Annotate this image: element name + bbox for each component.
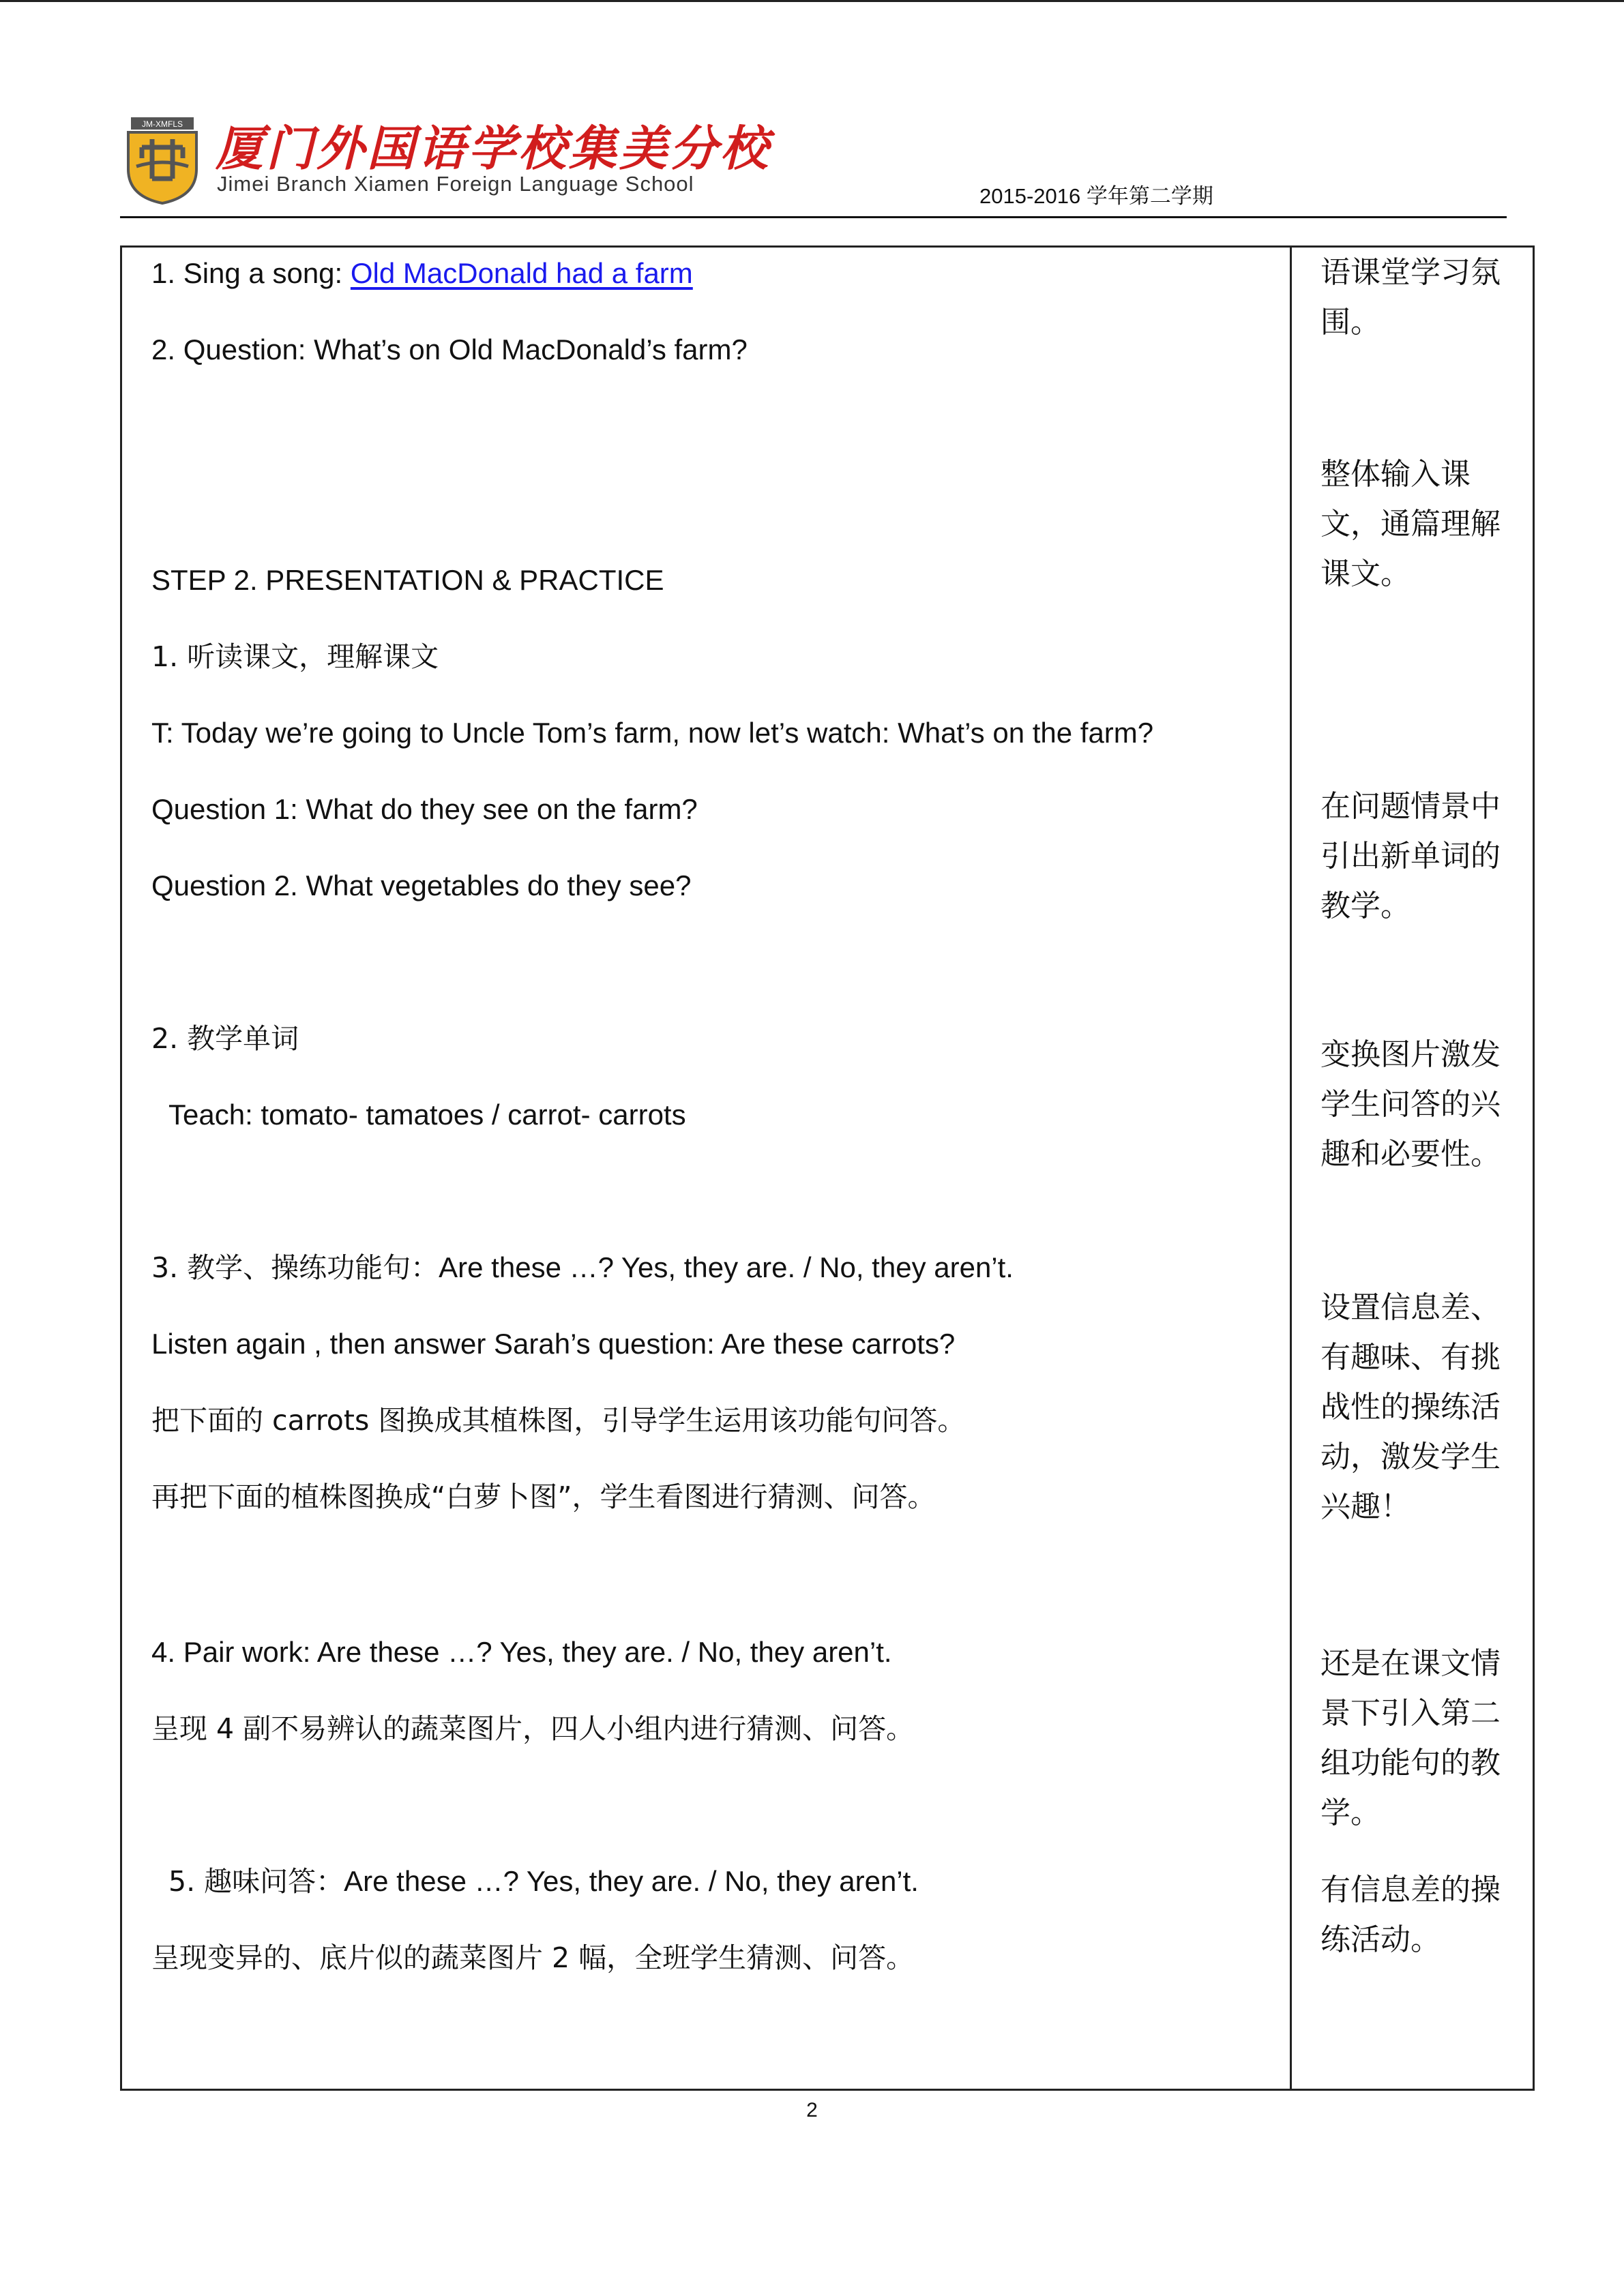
design-note-4: 变换图片激发学生问答的兴趣和必要性。 xyxy=(1320,1037,1501,1172)
section1-question2: Question 2. What vegetables do they see? xyxy=(151,869,692,901)
section5-title: 5. 趣味问答：Are these …? Yes, they are. / No, they aren’t. xyxy=(168,1865,919,1898)
sing-prefix: 1. Sing a song: xyxy=(151,257,351,289)
activity-line-sing xyxy=(151,254,693,293)
page-number: 2 xyxy=(806,2099,818,2121)
lesson-plan-table xyxy=(120,245,1535,2091)
design-note-1: 语课堂学习氛围。 xyxy=(1320,255,1501,340)
section3-title: 3. 教学、操练功能句：Are these …? Yes, they are. / No, they aren’t. xyxy=(151,1251,1014,1284)
design-note-3: 在问题情景中引出新单词的教学。 xyxy=(1320,789,1501,923)
header-rule xyxy=(120,216,1507,218)
page-top-border xyxy=(0,0,1624,2)
section2-title: 2. 教学单词 xyxy=(151,1022,299,1055)
song-link[interactable]: Old MacDonald had a farm xyxy=(350,257,693,289)
activity-line-question: 2. Question: What’s on Old MacDonald’s farm? xyxy=(151,333,748,366)
design-note-7: 有信息差的操练活动。 xyxy=(1320,1873,1501,1957)
section1-title: 1. 听读课文，理解课文 xyxy=(151,640,439,673)
emblem-text: JM-XMFLS xyxy=(142,119,183,129)
section1-question1: Question 1: What do they see on the farm? xyxy=(151,793,698,825)
section5-description: 呈现变异的、底片似的蔬菜图片 2 幅，全班学生猜测、问答。 xyxy=(151,1941,915,1974)
design-note-2: 整体输入课文，通篇理解课文。 xyxy=(1320,457,1501,591)
term-label: 2015-2016 学年第二学期 xyxy=(979,184,1213,208)
step2-heading: STEP 2. PRESENTATION & PRACTICE xyxy=(151,564,664,596)
school-name-english: Jimei Branch Xiamen Foreign Language School xyxy=(217,172,694,196)
school-name-chinese: 厦门外国语学校集美分校 xyxy=(216,120,771,177)
section4-description: 呈现 4 副不易辨认的蔬菜图片，四人小组内进行猜测、问答。 xyxy=(151,1712,915,1745)
section4-title: 4. Pair work: Are these …? Yes, they are. / No, they aren’t. xyxy=(151,1636,892,1668)
section3-step-a: 把下面的 carrots 图换成其植株图，引导学生运用该功能句问答。 xyxy=(151,1404,966,1437)
section3-step-b: 再把下面的植株图换成“白萝卜图”，学生看图进行猜测、问答。 xyxy=(151,1480,936,1513)
table-column-divider xyxy=(1290,248,1292,2089)
section3-listen-line: Listen again , then answer Sarah’s question: Are these carrots? xyxy=(151,1328,956,1360)
school-emblem-icon xyxy=(121,116,203,205)
section2-teach-line: Teach: tomato- tamatoes / carrot- carrots xyxy=(168,1099,686,1131)
section1-teacher-line: T: Today we’re going to Uncle Tom’s farm, now let’s watch: What’s on the farm? xyxy=(151,717,1154,749)
design-note-5: 设置信息差、有趣味、有挑战性的操练活动，激发学生兴趣！ xyxy=(1320,1290,1501,1524)
design-note-6: 还是在课文情景下引入第二组功能句的教学。 xyxy=(1320,1646,1501,1830)
